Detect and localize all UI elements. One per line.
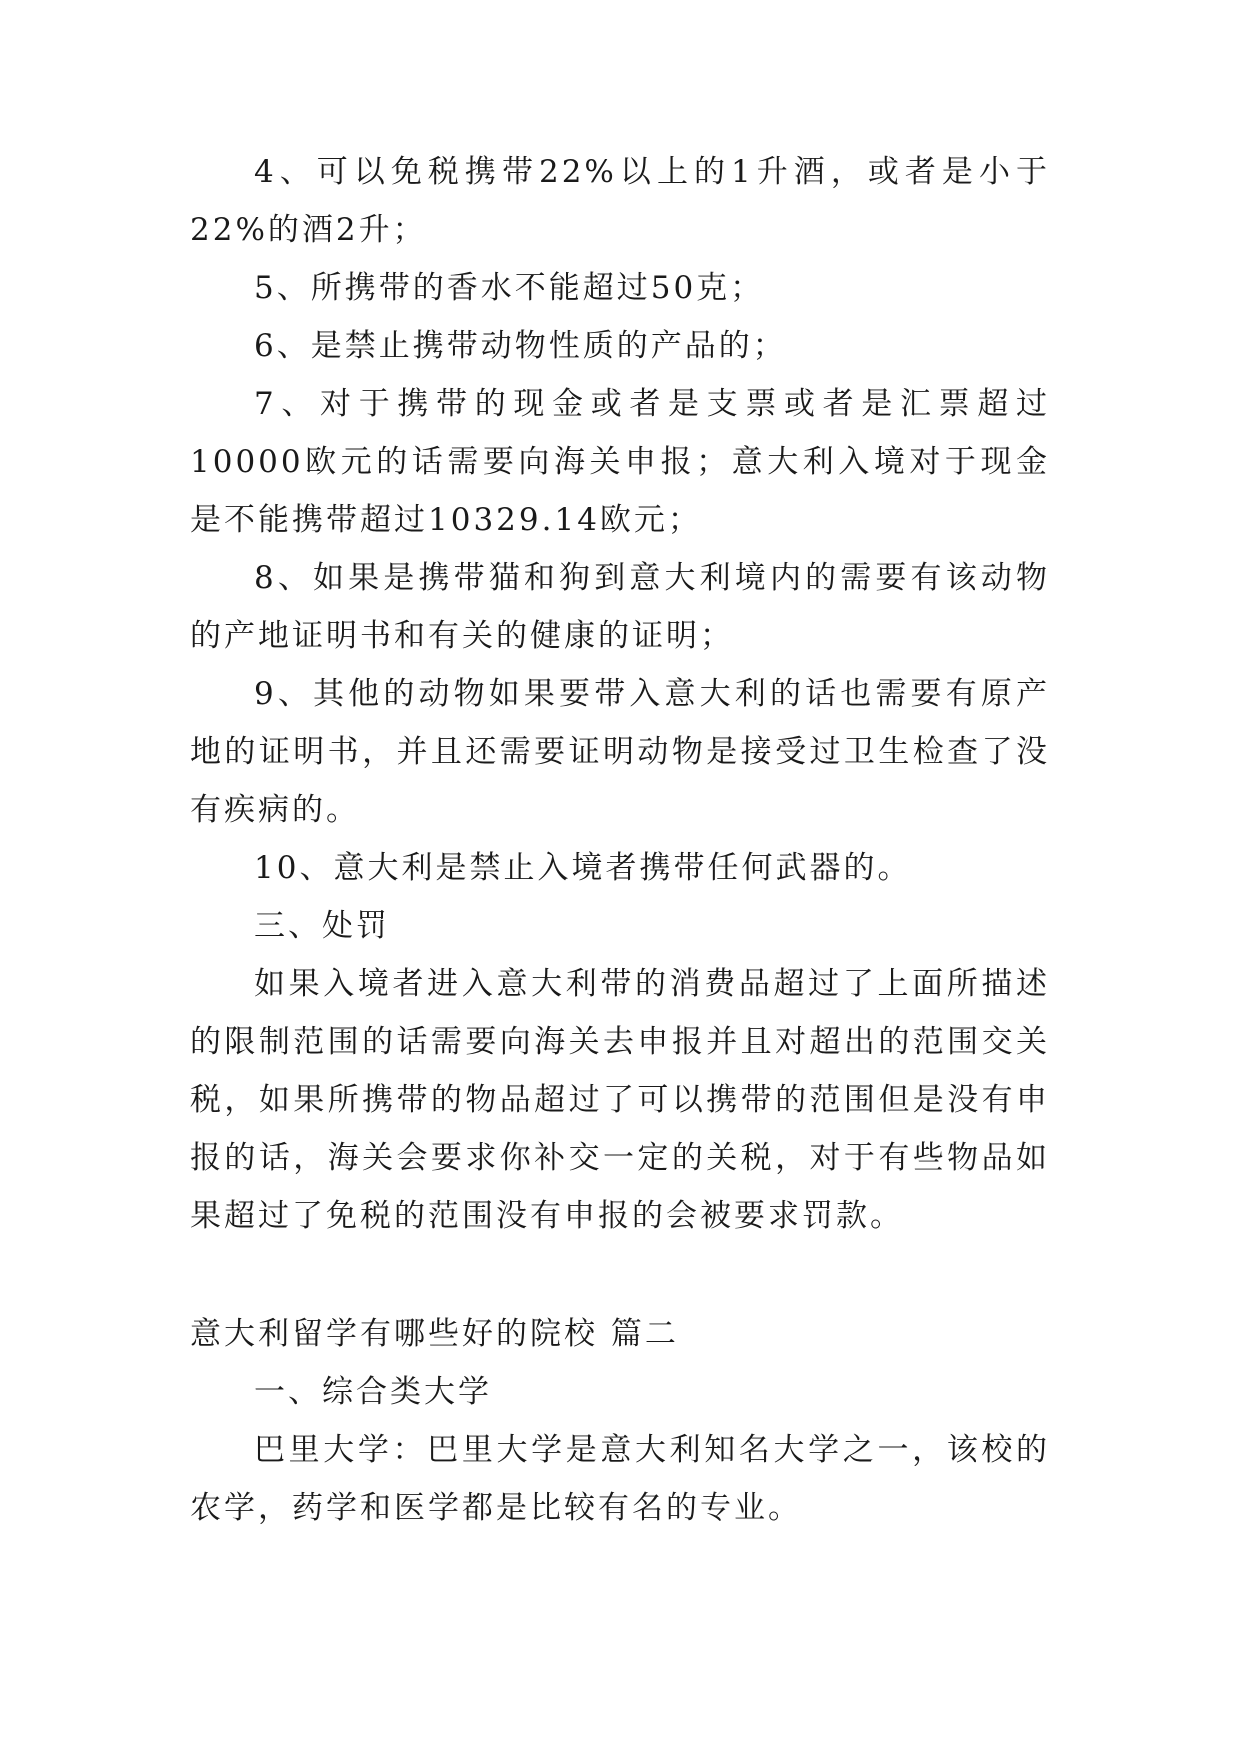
penalty-heading: 三、处罚 bbox=[254, 908, 390, 944]
penalty-paragraph: 如果入境者进入意大利带的消费品超过了上面所描述的限制范围的话需要向海关去申报并且对超出的范围交关税，如果所携带的物品超过了可以携带的范围但是没有申报的话，海关会要求你补交一定的关税，对于有些物品如果超过了免税的范围没有申报的会被要求罚款。 bbox=[190, 966, 1050, 1234]
rule-item-10: 10、意大利是禁止入境者携带任何武器的。 bbox=[254, 850, 912, 886]
section-title: 意大利留学有哪些好的院校 篇二 bbox=[190, 1316, 679, 1352]
section-two bbox=[190, 1305, 1050, 1537]
rule-item-6: 6、是禁止携带动物性质的产品的； bbox=[254, 328, 787, 364]
rule-item-9: 9、其他的动物如果要带入意大利的话也需要有原产地的证明书，并且还需要证明动物是接受过卫生检查了没有疾病的。 bbox=[190, 676, 1050, 828]
section-subheading: 一、综合类大学 bbox=[254, 1374, 492, 1410]
rule-item-7: 7、对于携带的现金或者是支票或者是汇票超过10000欧元的话需要向海关申报；意大利入境对于现金是不能携带超过10329.14欧元； bbox=[190, 386, 1050, 538]
rule-item-5: 5、所携带的香水不能超过50克； bbox=[254, 270, 765, 306]
rule-item-4: 4、可以免税携带22%以上的1升酒，或者是小于22%的酒2升； bbox=[190, 154, 1050, 248]
regulations-list bbox=[190, 143, 1050, 1245]
university-paragraph: 巴里大学：巴里大学是意大利知名大学之一，该校的农学，药学和医学都是比较有名的专业。 bbox=[190, 1432, 1050, 1526]
rule-item-8: 8、如果是携带猫和狗到意大利境内的需要有该动物的产地证明书和有关的健康的证明； bbox=[190, 560, 1050, 654]
